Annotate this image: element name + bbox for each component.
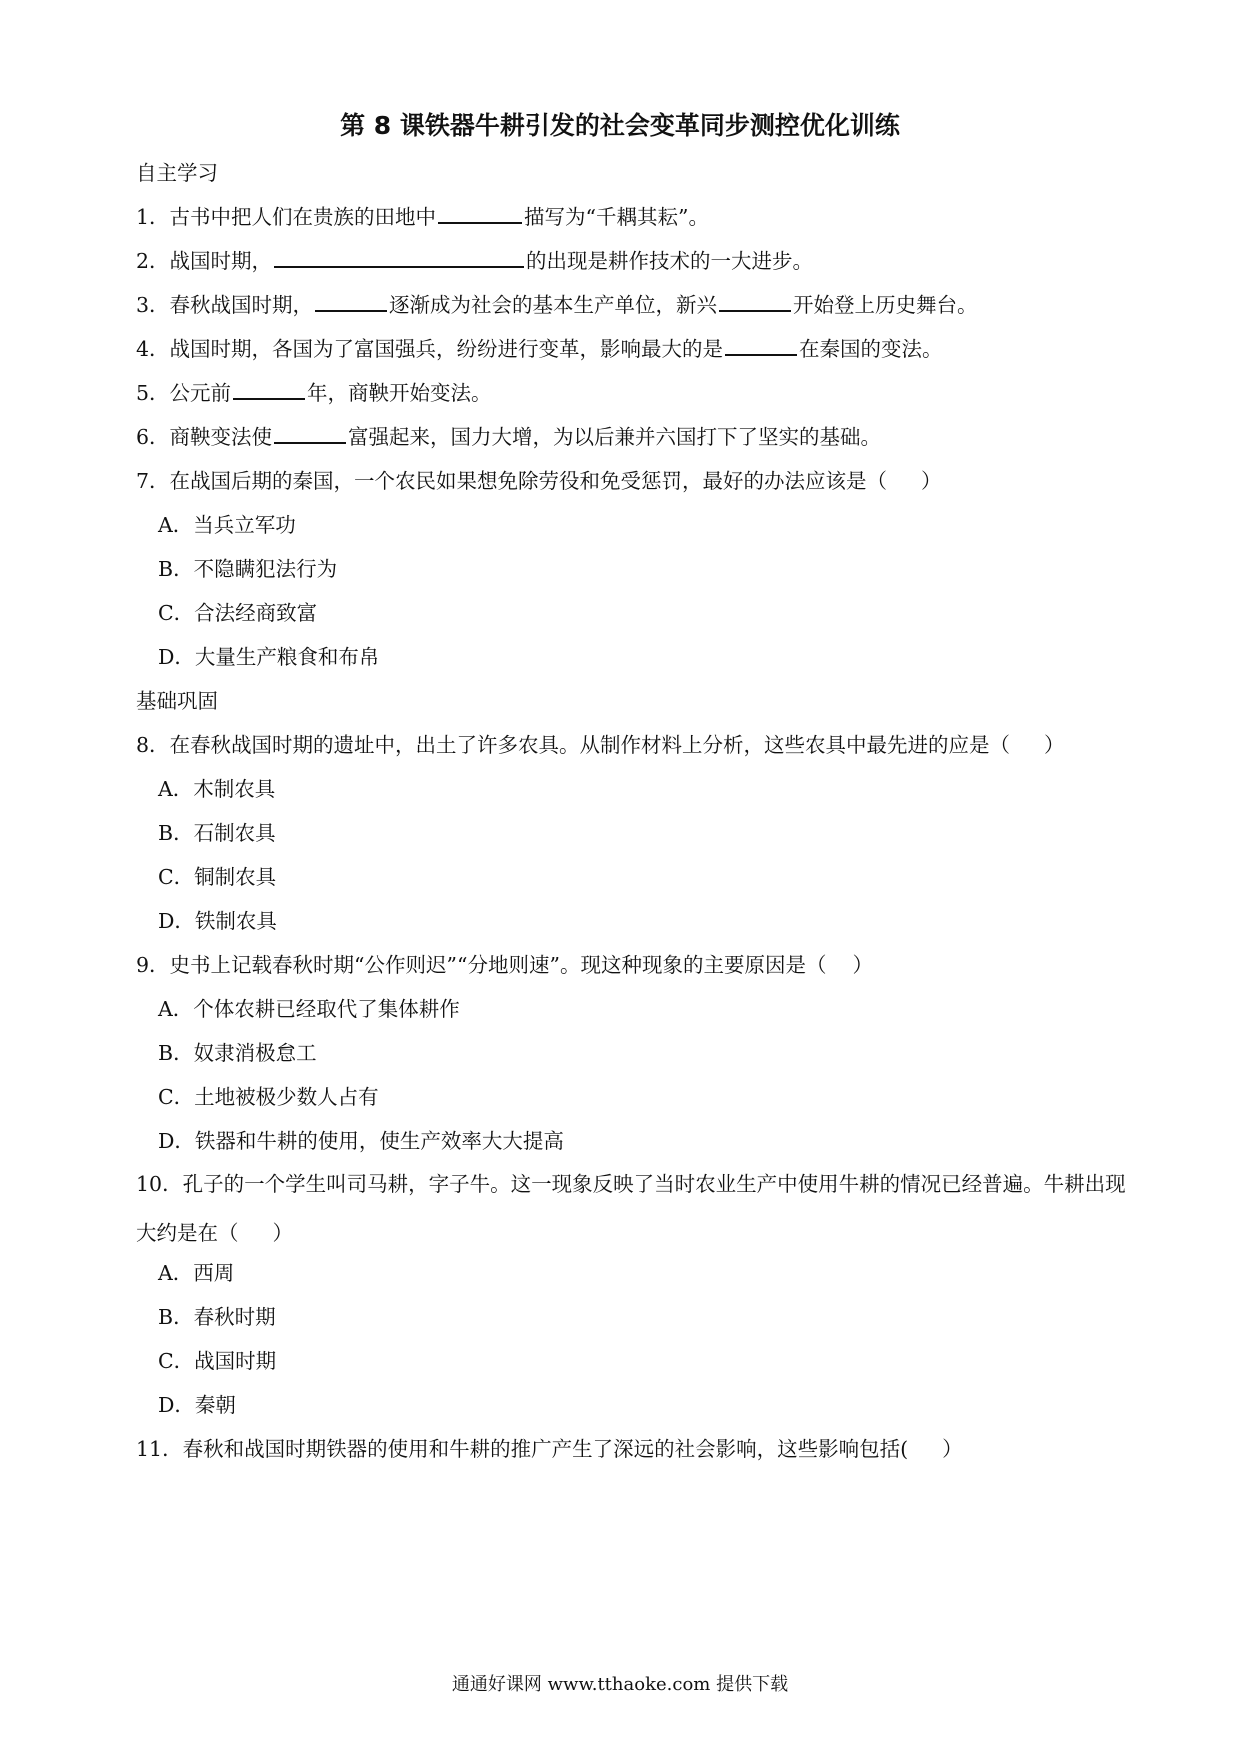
q10-option-d: D．秦朝 (158, 1393, 236, 1417)
question-5: 5．公元前 年，商鞅开始变法。 (136, 378, 1126, 408)
question-1: 1．古书中把人们在贵族的田地中 描写为“千耦其耘”。 (136, 202, 1126, 232)
q10-option-b: B．春秋时期 (158, 1305, 276, 1329)
question-3: 3．春秋战国时期， 逐渐成为社会的基本生产单位，新兴 开始登上历史舞台。 (136, 290, 1126, 320)
question-8: 8．在春秋战国时期的遗址中，出土了许多农具。从制作材料上分析，这些农具中最先进的应是（ ） (136, 733, 1065, 757)
q8-option-b: B．石制农具 (158, 821, 276, 845)
section-heading-self-study: 自主学习 (136, 161, 218, 185)
section-heading-basic: 基础巩固 (136, 689, 218, 713)
answer-blank[interactable] (719, 290, 791, 312)
page-title: 第 8 课铁器牛耕引发的社会变革同步测控优化训练 (340, 111, 900, 140)
answer-blank[interactable] (274, 422, 346, 444)
q7-option-a: A．当兵立军功 (158, 513, 296, 537)
q9-option-d: D．铁器和牛耕的使用，使生产效率大大提高 (158, 1129, 564, 1153)
q8-option-c: C．铜制农具 (158, 865, 277, 889)
question-2: 2．战国时期， 的出现是耕作技术的一大进步。 (136, 246, 1126, 276)
q10-option-a: A．西周 (158, 1261, 235, 1285)
page-footer: 通通好课网 www.tthaoke.com 提供下载 (451, 1674, 789, 1695)
q7-option-b: B．不隐瞒犯法行为 (158, 557, 338, 581)
question-9: 9．史书上记载春秋时期“公作则迟”“分地则速”。现这种现象的主要原因是（ ） (136, 953, 873, 977)
q9-option-c: C．土地被极少数人占有 (158, 1085, 379, 1109)
q9-option-b: B．奴隶消极怠工 (158, 1041, 317, 1065)
answer-blank[interactable] (438, 202, 522, 224)
q7-option-c: C．合法经商致富 (158, 601, 318, 625)
q9-option-a: A．个体农耕已经取代了集体耕作 (158, 997, 460, 1021)
answer-blank[interactable] (233, 378, 305, 400)
answer-blank[interactable] (274, 246, 524, 268)
question-6: 6．商鞅变法使 富强起来，国力大增，为以后兼并六国打下了坚实的基础。 (136, 422, 1126, 452)
q8-option-a: A．木制农具 (158, 777, 276, 801)
answer-blank[interactable] (315, 290, 387, 312)
question-11: 11．春秋和战国时期铁器的使用和牛耕的推广产生了深远的社会影响，这些影响包括( ） (136, 1437, 963, 1461)
question-7: 7．在战国后期的秦国，一个农民如果想免除劳役和免受惩罚，最好的办法应该是（ ） (136, 469, 942, 493)
question-4: 4．战国时期，各国为了富国强兵，纷纷进行变革，影响最大的是 在秦国的变法。 (136, 334, 1126, 364)
q7-option-d: D．大量生产粮食和布帛 (158, 645, 380, 669)
q8-option-d: D．铁制农具 (158, 909, 277, 933)
answer-blank[interactable] (725, 334, 797, 356)
question-10: 10．孔子的一个学生叫司马耕，字子牛。这一现象反映了当时农业生产中使用牛耕的情况已经普遍。牛耕出现大约是在（ ） (136, 1172, 1126, 1245)
q10-option-c: C．战国时期 (158, 1349, 277, 1373)
